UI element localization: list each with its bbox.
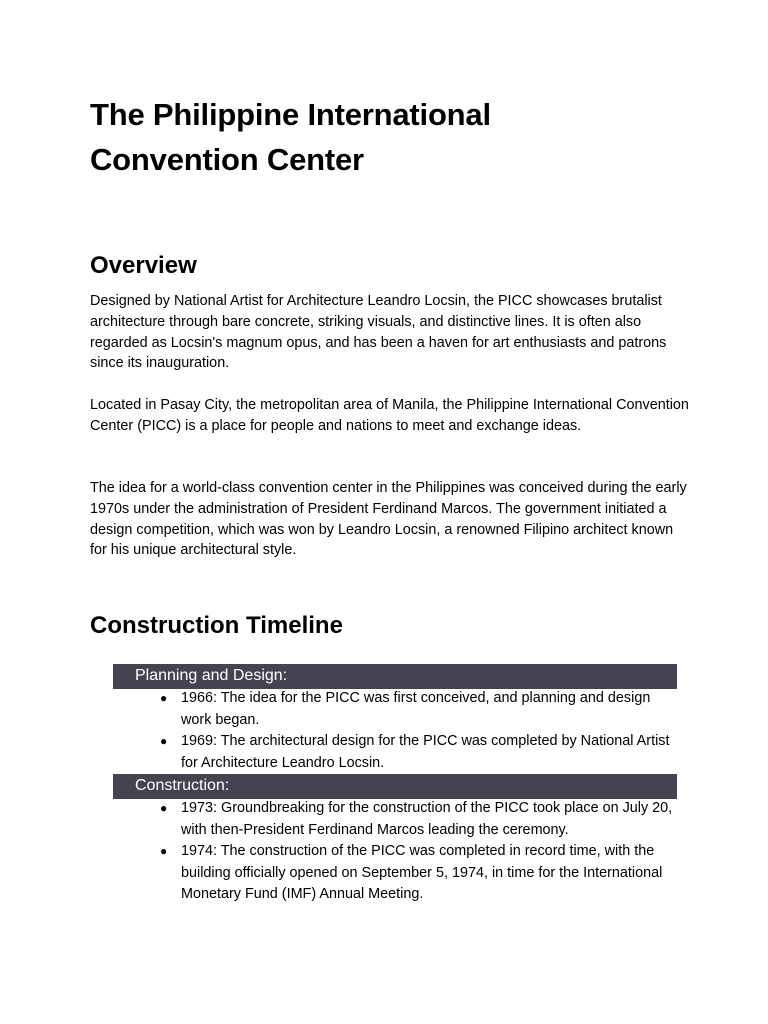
phase-list-planning [158,688,683,774]
timeline-list-item [158,731,683,774]
overview-paragraph: Designed by National Artist for Architecture Leandro Locsin, the PICC showcases brutalist architecture through bare concrete, striking visuals, and distinctive lines. It is often also regarded as Locsin's magnum opus, and has been a haven for art enthusiasts and patrons since its inauguration. [90,293,667,372]
timeline-item-text: 1973: Groundbreaking for the construction of the PICC took place on July 20, with then-President Ferdinand Marcos leading the ceremony. [181,800,673,838]
bullet-dot-icon: ● [160,801,168,815]
timeline-list-item [158,688,683,731]
overview-paragraph: Located in Pasay City, the metropolitan area of Manila, the Philippine International Convention Center (PICC) is a place for people and nations to meet and exchange ideas. [90,397,689,434]
timeline-item-text: 1974: The construction of the PICC was completed in record time, with the building officially opened on September 5, 1974, in time for the International Monetary Fund (IMF) Annual Meeting. [181,843,663,902]
timeline-item-text: 1966: The idea for the PICC was first conceived, and planning and design work began. [181,690,651,728]
timeline-list-item [158,841,683,906]
bullet-dot-icon: ● [160,691,168,705]
bullet-dot-icon: ● [160,844,168,858]
document-title: The Philippine International Convention Center [90,97,491,177]
timeline-list-item [158,798,683,841]
bullet-dot-icon: ● [160,734,168,748]
phase-header-planning: Planning and Design: [113,664,677,689]
timeline-item-text: 1969: The architectural design for the PICC was completed by National Artist for Architecture Leandro Locsin. [181,733,670,771]
overview-paragraph: The idea for a world-class convention center in the Philippines was conceived during the early 1970s under the administration of President Ferdinand Marcos. The government initiated a design competition, which was won by Leandro Locsin, a renowned Filipino architect known for his unique architectural style. [90,480,687,559]
overview-heading: Overview [90,252,197,279]
timeline-heading: Construction Timeline [90,612,343,639]
phase-list-construction [158,798,683,906]
phase-header-construction: Construction: [113,774,677,799]
